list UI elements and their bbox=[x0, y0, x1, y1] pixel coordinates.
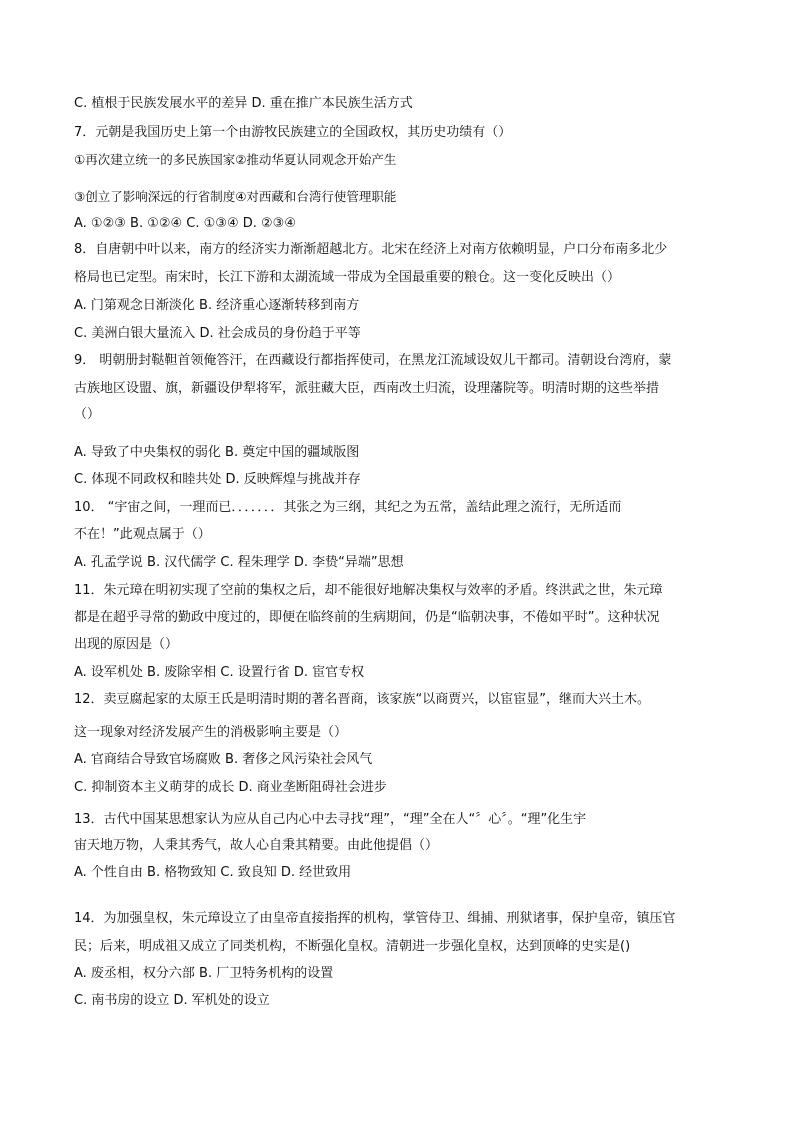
q12-stem-line-1: 12．卖豆腐起家的太原王氏是明清时期的著名晋商，该家族“以商贾兴，以宦宦显”，继而大兴土木。 bbox=[74, 692, 651, 707]
q9-stem-line-3: （） bbox=[74, 407, 101, 422]
q12-options-ab: A. 官商结合导致官场腐败 B. 奢侈之风污染社会风气 bbox=[74, 752, 373, 767]
q9-stem-line-2: 古族地区设盟、旗，新疆设伊犁将军，派驻藏大臣，西南改土归流，设理藩院等。明清时期的这些举措 bbox=[74, 381, 660, 396]
q8-options-ab: A. 门第观念日渐淡化 B. 经济重心逐渐转移到南方 bbox=[74, 298, 360, 313]
q14-options-cd: C. 南书房的设立 D. 军机处的设立 bbox=[74, 993, 270, 1008]
q14-stem-line-1: 14．为加强皇权，朱元璋设立了由皇帝直接指挥的机构，掌管侍卫、缉捕、刑狱诸事，保护皇帝，镇压官 bbox=[74, 911, 676, 926]
q6-options-cd: C. 植根于民族发展水平的差异 D. 重在推广本民族生活方式 bbox=[74, 96, 413, 111]
q10-stem-line-1: 10． “宇宙之间，一理而已．．．．．．．其张之为三纲，其纪之为五常，盖结此理之流行，无所适而 bbox=[74, 500, 622, 515]
q11-options: A. 设军机处 B. 废除宰相 C. 设置行省 D. 宦官专权 bbox=[74, 665, 365, 680]
q9-options-ab: A. 导致了中央集权的弱化 B. 奠定中国的疆域版图 bbox=[74, 445, 360, 460]
q13-stem-line-1: 13．古代中国某思想家认为应从自己内心中去寻找“理”，“理”全在人“〞心〞。“理”化生宇 bbox=[74, 812, 587, 827]
q13-stem-line-2: 宙天地万物，人秉其秀气，故人心自秉其精要。由此他提倡（） bbox=[74, 838, 439, 853]
q7-statements-1-2: ①再次建立统一的多民族国家②推动华夏认同观念开始产生 bbox=[74, 152, 397, 167]
q8-stem-line-2: 格局也已定型。南宋时，长江下游和太湖流域一带成为全国最重要的粮仓。这一变化反映出（） bbox=[74, 270, 621, 285]
q9-stem-line-1: 9． 明朝册封鞑靼首领俺答汗，在西藏设行都指挥使司，在黑龙江流域设奴儿干都司。清朝设台湾府，蒙 bbox=[74, 353, 672, 368]
q7-options: A. ①②③ B. ①②④ C. ①③④ D. ②③④ bbox=[74, 216, 296, 231]
q8-stem-line-1: 8．自唐朝中叶以来，南方的经济实力渐渐超越北方。北宋在经济上对南方依赖明显，户口分布南多北少 bbox=[74, 242, 668, 257]
q13-options: A. 个性自由 B. 格物致知 C. 致良知 D. 经世致用 bbox=[74, 865, 352, 880]
q9-options-cd: C. 体现不同政权和睦共处 D. 反映辉煌与挑战并存 bbox=[74, 472, 361, 487]
q14-options-ab: A. 废丞相，权分六部 B. 厂卫特务机构的设置 bbox=[74, 966, 334, 981]
q11-stem-line-2: 都是在超乎寻常的勤政中度过的，即便在临终前的生病期间，仍是“临朝决事，不倦如平时”。这种状况 bbox=[74, 610, 660, 625]
q11-stem-line-3: 出现的原因是（） bbox=[74, 637, 179, 652]
q12-stem-line-2: 这一现象对经济发展产生的消极影响主要是（） bbox=[74, 725, 348, 740]
q14-stem-line-2: 民；后来，明成祖又成立了同类机构，不断强化皇权。清朝进一步强化皇权，达到顶峰的史实是() bbox=[74, 939, 631, 954]
q10-stem-line-2: 不在！”此观点属于（） bbox=[74, 527, 211, 542]
q12-options-cd: C. 抑制资本主义萌芽的成长 D. 商业垄断阻碍社会进步 bbox=[74, 780, 387, 795]
q7-statements-3-4: ③创立了影响深远的行省制度④对西藏和台湾行使管理职能 bbox=[74, 189, 397, 204]
q10-options: A. 孔孟学说 B. 汉代儒学 C. 程朱理学 D. 李贽“异端”思想 bbox=[74, 555, 404, 570]
q7-stem: 7．元朝是我国历史上第一个由游牧民族建立的全国政权，其历史功绩有（） bbox=[74, 125, 512, 140]
q11-stem-line-1: 11．朱元璋在明初实现了空前的集权之后，却不能很好地解决集权与效率的矛盾。终洪武之世，朱元璋 bbox=[74, 583, 663, 598]
q8-options-cd: C. 美洲白银大量流入 D. 社会成员的身份趋于平等 bbox=[74, 326, 361, 341]
